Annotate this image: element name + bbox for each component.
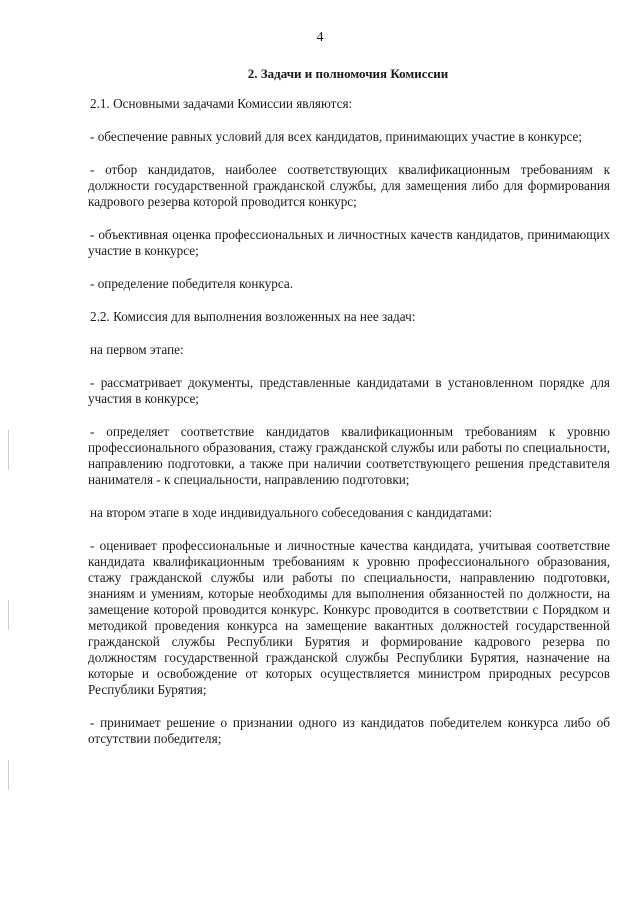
scan-margin-line: [8, 760, 9, 790]
paragraph-winner-determination: - определение победителя конкурса.: [90, 276, 294, 291]
paragraph-2-1: 2.1. Основными задачами Комиссии являются:: [90, 96, 353, 111]
scan-margin-line: [8, 600, 9, 630]
paragraph-determines-compliance: - определяет соответствие кандидатов квалификационным требованиям к уровню профессионального образования, стажу гражданской службы или работы по специальности, направлению подготовки, а также при наличии соответствующего решения представителя нанимателя - к специальности, направлению подготовки;: [88, 424, 610, 487]
paragraph-objective-assessment: - объективная оценка профессиональных и личностных качеств кандидатов, принимающих участие в конкурсе;: [88, 227, 610, 258]
paragraph-2-2: 2.2. Комиссия для выполнения возложенных на нее задач:: [90, 309, 416, 324]
scan-margin-line: [8, 430, 9, 470]
paragraph-first-stage: на первом этапе:: [90, 342, 184, 357]
paragraph-second-stage: на втором этапе в ходе индивидуального собеседования с кандидатами:: [90, 505, 493, 520]
paragraph-decision-winner: - принимает решение о признании одного из кандидатов победителем конкурса либо об отсутствии победителя;: [88, 715, 610, 746]
paragraph-equal-conditions: - обеспечение равных условий для всех кандидатов, принимающих участие в конкурсе;: [90, 129, 583, 144]
paragraph-evaluates-qualities: - оценивает профессиональные и личностные качества кандидата, учитывая соответствие кандидата квалификационным требованиям к уровню профессионального образования, стажу гражданской службы или работы по специальности, направлению подготовки, знаниям и умениям, которые необходимы для выполнения обязанностей по должности, на замещение которой проводится конкурс. Конкурс проводится в соответствии с Порядком и методикой проведения конкурса на замещение вакантных должностей государственной гражданской службы Республики Бурятия и формирование кадрового резерва по должностям государственной гражданской службы Республики Бурятия, назначение на которые и освобождение от которых осуществляется министром природных ресурсов Республики Бурятия;: [88, 538, 610, 697]
section-title: 2. Задачи и полномочия Комиссии: [247, 66, 449, 81]
page-number: 4: [316, 30, 324, 45]
paragraph-reviews-documents: - рассматривает документы, представленные кандидатами в установленном порядке для участия в конкурсе;: [88, 375, 610, 406]
document-body: [88, 96, 610, 764]
paragraph-candidate-selection: - отбор кандидатов, наиболее соответствующих квалификационным требованиям к должности государственной гражданской службы, для замещения либо для формирования кадрового резерва которой проводится конкурс;: [88, 162, 610, 209]
